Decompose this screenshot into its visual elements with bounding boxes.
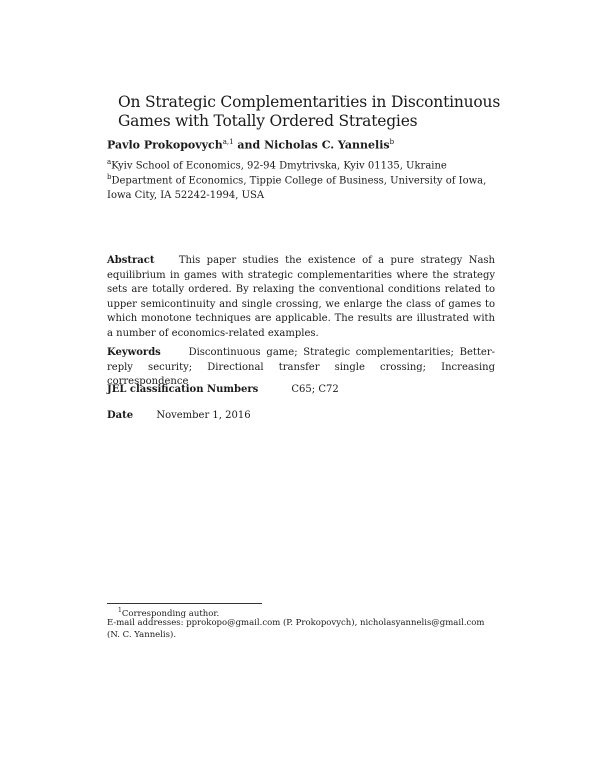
author-line: [107, 138, 394, 152]
date-line: [107, 410, 251, 421]
footnote-text: Corresponding author.: [121, 608, 220, 619]
author-sup: b: [389, 138, 395, 146]
date-label: Date: [107, 410, 134, 421]
keywords-text: Discontinuous game; Strategic complementarities; Better-reply security; Directional transfer single crossing; Increasing correspondence: [107, 347, 495, 388]
affiliation: [107, 170, 497, 203]
paper-title: On Strategic Complementarities in Discontinuous Games with Totally Ordered Strategies: [118, 93, 501, 130]
author-joiner: and: [237, 138, 261, 152]
abstract-label: Abstract: [107, 255, 155, 266]
affiliation-text: Department of Economics, Tippie College of Business, University of Iowa, Iowa City, IA 52242-1994, USA: [107, 175, 487, 202]
author-sup: a,1: [222, 138, 234, 146]
author-name: Pavlo Prokopovych: [107, 138, 223, 152]
author-name: Nicholas C. Yannelis: [264, 138, 390, 152]
jel-value: C65; C72: [291, 384, 339, 395]
jel-classification: [107, 384, 339, 395]
affiliation-text: Kyiv School of Economics, 92-94 Dmytrivska, Kyiv 01135, Ukraine: [111, 160, 447, 172]
affiliation-mark: b: [107, 173, 112, 181]
footnote-rule: [107, 603, 262, 604]
affiliation-mark: a: [107, 158, 112, 166]
abstract-text: This paper studies the existence of a pure strategy Nash equilibrium in games with strategic complementarities where the strategy sets are totally ordered. By relaxing the conventional conditions related to upper semicontinuity and single crossing, we enlarge the class of games to which monotone techniques are applicable. The results are illustrated with a number of economics-related examples.: [107, 255, 495, 339]
jel-label: JEL classification Numbers: [107, 384, 259, 395]
footnote-emails: E-mail addresses: pprokopo@gmail.com (P. Prokopovych), nicholasyannelis@gmail.com (N. C. Yannelis).: [107, 618, 485, 640]
footnote-mark: 1: [118, 607, 122, 614]
abstract: [107, 254, 495, 342]
date-value: November 1, 2016: [156, 410, 251, 421]
keywords-label: Keywords: [107, 347, 161, 358]
